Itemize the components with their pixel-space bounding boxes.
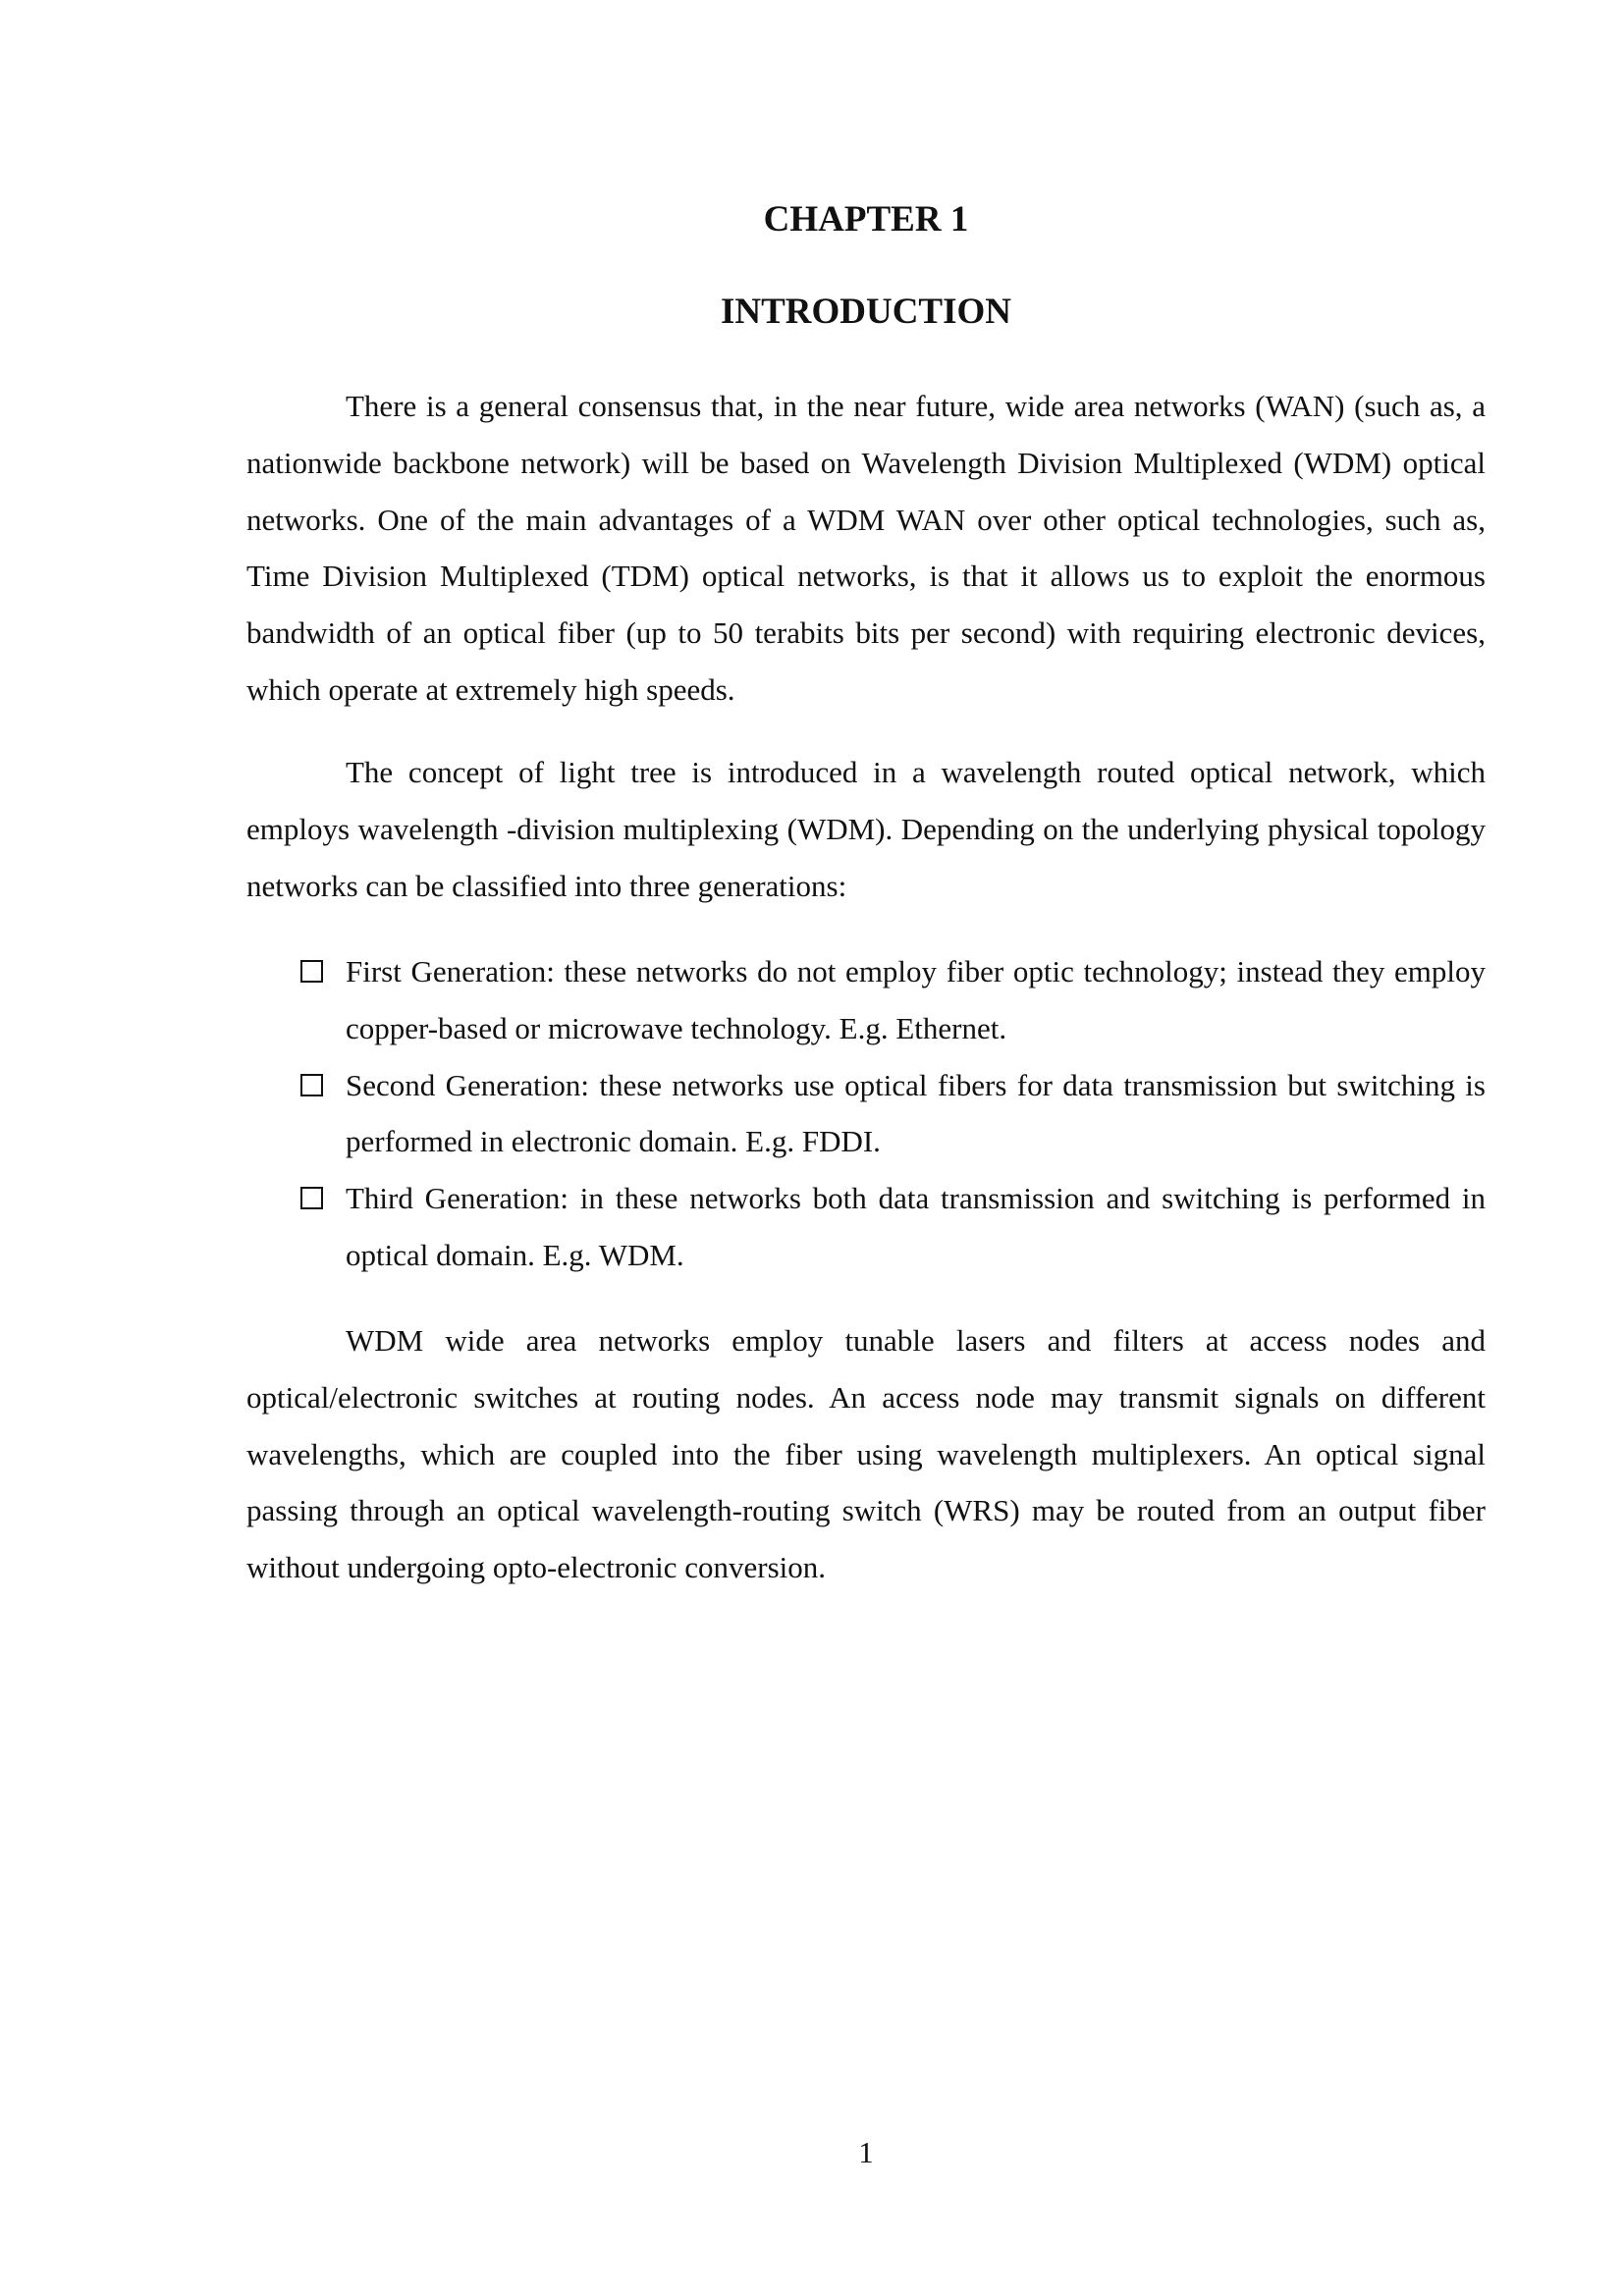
empty-checkbox-icon <box>300 960 323 983</box>
list-item-first-generation <box>298 943 1486 1057</box>
page-number: 1 <box>858 2135 874 2169</box>
chapter-title: INTRODUCTION <box>720 292 1012 332</box>
chapter-label: CHAPTER 1 <box>763 199 969 240</box>
intro-paragraph-wdm-switching: WDM wide area networks employ tunable lasers and filters at access nodes and optical/electronic switches at routing nodes. An access node may transmit signals on different wavelengths, which are coupled into the fiber using wavelength multiplexers. An optical signal passing through an optical wavelength-routing switch (WRS) may be routed from an output fiber without undergoing opto-electronic conversion. <box>246 1323 1486 1585</box>
list-item-third-generation <box>298 1170 1486 1284</box>
network-generations-list <box>298 943 1486 1284</box>
empty-checkbox-icon <box>300 1187 323 1209</box>
list-item-text: First Generation: these networks do not employ fiber optic technology; instead they employ copper-based or microwave technology. E.g. Ethernet. <box>346 954 1486 1045</box>
list-item-second-generation <box>298 1057 1486 1171</box>
intro-paragraph-wdm-wan: There is a general consensus that, in the near future, wide area networks (WAN) (such as, a nationwide backbone network) will be based on Wavelength Division Multiplexed (WDM) optical networks. One of the main advantages of a WDM WAN over other optical technologies, such as, Time Division Multiplexed (TDM) optical networks, is that it allows us to exploit the enormous bandwidth of an optical fiber (up to 50 terabits bits per second) with requiring electronic devices, which operate at extremely high speeds. <box>246 389 1486 707</box>
intro-paragraph-light-tree: The concept of light tree is introduced in a wavelength routed optical network, which employs wavelength -division multiplexing (WDM). Depending on the underlying physical topology networks can be classified into three generations: <box>246 755 1486 903</box>
empty-checkbox-icon <box>300 1074 323 1096</box>
list-item-text: Third Generation: in these networks both data transmission and switching is performed in optical domain. E.g. WDM. <box>346 1181 1486 1272</box>
list-item-text: Second Generation: these networks use optical fibers for data transmission but switching is performed in electronic domain. E.g. FDDI. <box>346 1067 1486 1159</box>
